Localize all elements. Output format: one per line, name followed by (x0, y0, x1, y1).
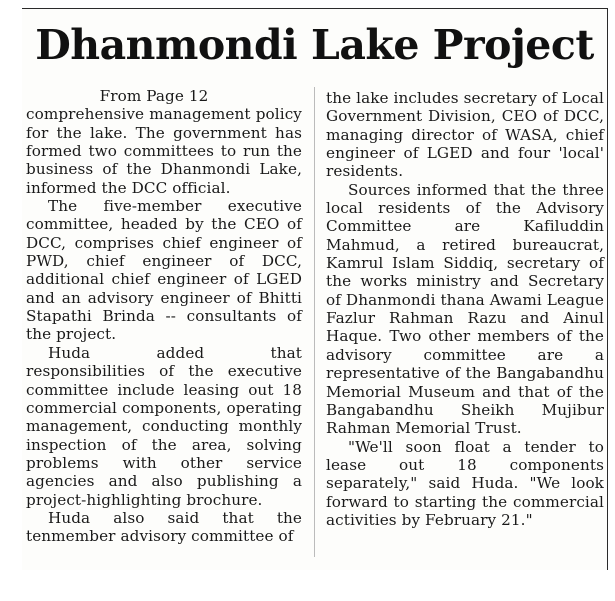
jump-line: From Page 12 (99, 87, 209, 105)
paragraph: Sources informed that the three local residents of the Advisory Committee are Kafiluddin Mahmud, a retired bureaucrat, Kamrul Islam Siddiq, secretary of the works ministry and Secretary of Dhanmondi thana Awami League Fazlur Rahman Razu and Ainul Haque. Two other members of the advisory committee are a representative of the Bangabandhu Memorial Museum and that of the Bangabandhu Sheikh Mujibur Rahman Memorial Trust. (326, 180, 604, 438)
headline: Dhanmondi Lake Project (35, 21, 594, 69)
paragraph: "We'll soon float a tender to lease out 18 components separately," said Huda. "We look forward to starting the commercial activities by February 21." (326, 437, 604, 529)
column-divider (314, 87, 315, 557)
paragraph: the lake includes secretary of Local Government Division, CEO of DCC, managing director of WASA, chief engineer of LGED and four 'local' residents. (326, 89, 604, 181)
paragraph: comprehensive management policy for the lake. The government has formed two committees to run the business of the Dhanmondi Lake, informed the DCC official. (26, 105, 302, 197)
paragraph: The five-member executive committee, headed by the CEO of DCC, comprises chief engineer of PWD, chief engineer of DCC, additional chief engineer of LGED and an advisory engineer of Bhitti Stapathi Brinda -- consultants of the project. (26, 197, 302, 344)
newspaper-clipping (22, 8, 608, 570)
article-column-right (326, 89, 604, 529)
paragraph: Huda added that responsibilities of the executive committee include leasing out 18 commercial components, operating management, conducting monthly inspection of the area, solving problems with other service agencies and also publishing a project-highlighting brochure. (26, 343, 302, 509)
paragraph: Huda also said that the tenmember advisory committee of (26, 508, 302, 546)
article-column-left (26, 87, 302, 546)
